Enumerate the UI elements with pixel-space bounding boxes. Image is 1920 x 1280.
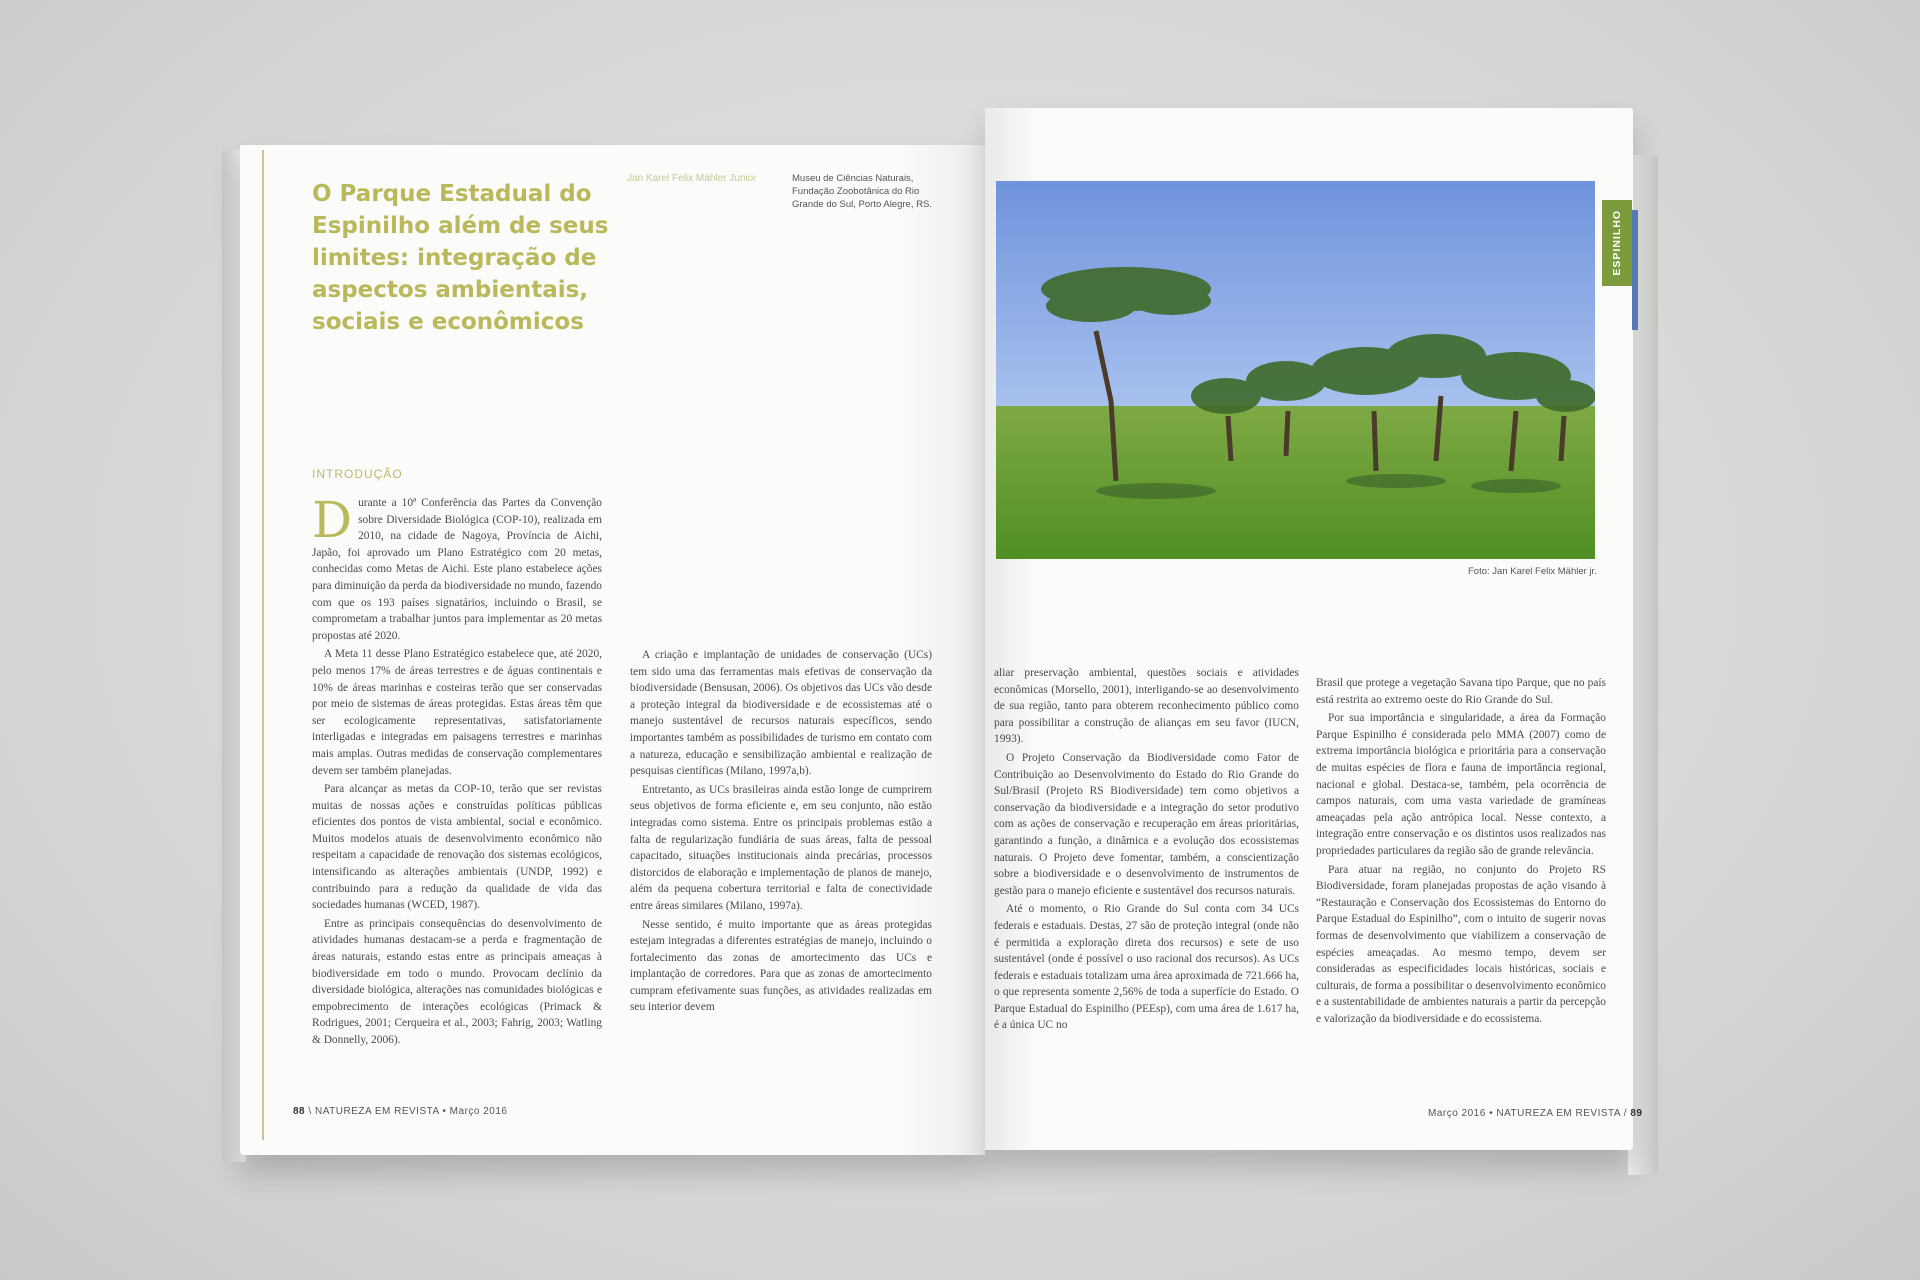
page-number-right: 89 [1630,1108,1643,1119]
paragraph: Brasil que protege a vegetação Savana tipo Parque, que no país está restrita ao extremo oeste do Rio Grande do Sul. [1316,677,1606,706]
text-column-3 [994,665,1299,1036]
article-title: O Parque Estadual do Espinilho além de seus limites: integração de aspectos ambientais, sociais e econômicos [312,181,609,335]
left-margin-rule [262,150,264,1140]
paragraph: Durante a 10ª Conferência das Partes da Convenção sobre Diversidade Biológica (COP-10), realizada em 2010, na cidade de Nagoya, Província de Aichi, Japão, foi aprovado um Plano Estratégico com 20 metas, conhecidas como Metas de Aichi. Este plano estabelece ações para diminuição da perda da biodiversidade no mundo, fazendo com que os 193 países signatários, incluindo o Brasil, se comprometam a trabalhar juntos para implementar as 20 metas propostas até 2020. [312,491,602,642]
text-column-2 [630,647,932,1018]
footer-right-text: Março 2016 • NATUREZA EM REVISTA / [1428,1108,1628,1119]
text-column-1 [312,491,602,1051]
footer-left-text: NATUREZA EM REVISTA • Março 2016 [314,1106,508,1117]
article-author: Jan Karel Felix Mähler Junior [627,173,757,184]
paragraph: O Projeto Conservação da Biodiversidade como Fator de Contribuição ao Desenvolvimento do Estado do Rio Grande do Sul/Brasil (Projeto RS Biodiversidade) tem como objetivos a conservação da biodiversidade e a integração do setor produtivo com as ações de conservação e recuperação em áreas prioritárias, garantindo a função, a dinâmica e a evolução dos ecossistemas naturais. O Projeto deve fomentar, também, a conscientização sobre a biodiversidade e o desenvolvimento de instrumentos de gestão para o manejo eficiente e sustentável dos recursos naturais. [994,751,1299,897]
photo-caption: Foto: Jan Karel Felix Mähler jr. [1468,566,1597,577]
paragraph: Entre as principais consequências do desenvolvimento de atividades humanas destacam-se a perda e fragmentação de áreas naturais, estando estas entre as principais ameaças à biodiversidade em todo o mundo. Provocam declínio da diversidade biológica, alterações nas comunidades biológicas e empobrecimento de interações ecológicas (Primack & Rodrigues, 2001; Cerqueira et al., 2003; Fahrig, 2003; Watling & Donnelly, 2006). [312,917,602,1046]
savanna-photo-image [996,181,1595,559]
paragraph: Para alcançar as metas da COP-10, terão que ser revistas muitas de nossas ações e construídas políticas públicas eficientes dos pontos de vista ambiental, social e econômico. Muitos modelos atuais de desenvolvimento econômico não respeitam a capacidade de renovação dos sistemas ecológicos, intensificando as alterações ambientais (UNDP, 1992) e contribuindo para a redução da qualidade de vida das sociedades humanas (WCED, 1987). [312,783,602,912]
section-tab-label: ESPINILHO [1611,210,1623,276]
page-number-left: 88 [293,1106,306,1117]
footer-right [1428,1108,1642,1119]
paragraph: aliar preservação ambiental, questões sociais e atividades econômicas (Morsello, 2001), interligando-se ao desenvolvimento de sua região, tanto para obterem reconhecimento público como para possibilitar a construção de alianças em seu favor (IUCN, 1993). [994,667,1299,746]
paragraph: Para atuar na região, no conjunto do Projeto RS Biodiversidade, foram planejadas propostas de ação visando à “Restauração e Conservação dos Ecossistemas do Entorno do Parque Estadual do Espinilho”, com o intuito de sugerir novas formas de desenvolvimento que viabilizem a conservação de espécies ameaçadas. Ao mesmo tempo, devem ser consideradas as especificidades locais históricas, sociais e culturais, de forma a possibilitar o desenvolvimento econômico e a sustentabilidade de ambientes naturais a partir da percepção e valorização da biodiversidade e do ecossistema. [1316,863,1606,1025]
section-tab [1602,200,1632,286]
author-affiliation: Museu de Ciências Naturais, Fundação Zoobotânica do Rio Grande do Sul, Porto Alegre, RS. [792,173,932,210]
drop-cap: D [312,491,353,549]
paragraph: Nesse sentido, é muito importante que as áreas protegidas estejam integradas a diferentes estratégias de manejo, incluindo o fortalecimento das zonas de amortecimento das UCs e implantação de corredores. Para que as zonas de amortecimento cumpram efetivamente suas funções, as atividades realizadas em seu interior devem [630,918,932,1014]
paragraph: Até o momento, o Rio Grande do Sul conta com 34 UCs federais e estaduais. Destas, 27 são de proteção integral (onde não é permitida a exploração direta dos recursos) e sete de uso sustentável (onde é possível o uso racional dos recursos). As UCs federais e estaduais totalizam uma área aproximada de 721.666 ha, o que representa somente 2,56% de toda a superfície do Estado. O Parque Estadual do Espinilho (PEEsp), com uma área de 1.617 ha, é a única UC no [994,903,1299,1032]
paragraph: A criação e implantação de unidades de conservação (UCs) tem sido uma das ferramentas mais efetivas de conservação da biodiversidade (Bensusan, 2006). Os objetivos das UCs vão desde a proteção integral da biodiversidade e de ecossistemas até o manejo sustentável de recursos naturais específicos, sendo importantes também as possibilidades de turismo em contato com a natureza, educação e sensibilização ambiental e realização de pesquisas científicas (Milano, 1997a,b). [630,649,932,778]
paragraph: Por sua importância e singularidade, a área da Formação Parque Espinilho é considerada pelo MMA (2007) como de extrema importância biológica e prioritária para a conservação de muitas espécies de flora e fauna de importância regional, nacional e global. Destaca-se, também, pela ocorrência de campos naturais, com uma vasta variedade de gramíneas ameaçadas pela ação antrópica local. Nesse contexto, a integração entre conservação e os distintos usos realizados nas propriedades particulares da região são de grande relevância. [1316,712,1606,857]
savanna-photo [996,181,1595,559]
footer-left: 88 \ NATUREZA EM REVISTA • Março 2016 [293,1106,508,1117]
paragraph: Entretanto, as UCs brasileiras ainda estão longe de cumprirem seus objetivos de forma eficiente e, em seu conjunto, não estão integradas como sistema. Entre os principais problemas estão a falta de regularização fundiária de suas áreas, falta de pessoal capacitado, situações institucionais ainda precárias, processos distorcidos de elaboração e implementação de planos de manejo, além da pequena cobertura territorial e falta de conectividade entre áreas similares (Milano, 1997a). [630,783,932,912]
paragraph: A Meta 11 desse Plano Estratégico estabelece que, até 2020, pelo menos 17% de áreas terrestres e de águas continentais e 10% de áreas marinhas e costeiras terão que ser conservadas por meio de sistemas de áreas protegidas. Estas áreas têm que ser ecologicamente representativas, satisfatoriamente interligadas e integradas em paisagens terrestres e marinhas mais amplas. Outras medidas de conservação complementares devem ser também planejadas. [312,648,602,777]
text-column-4 [1316,675,1606,1029]
page-edge-marker [1632,210,1638,330]
section-heading: INTRODUÇÃO [312,467,403,481]
